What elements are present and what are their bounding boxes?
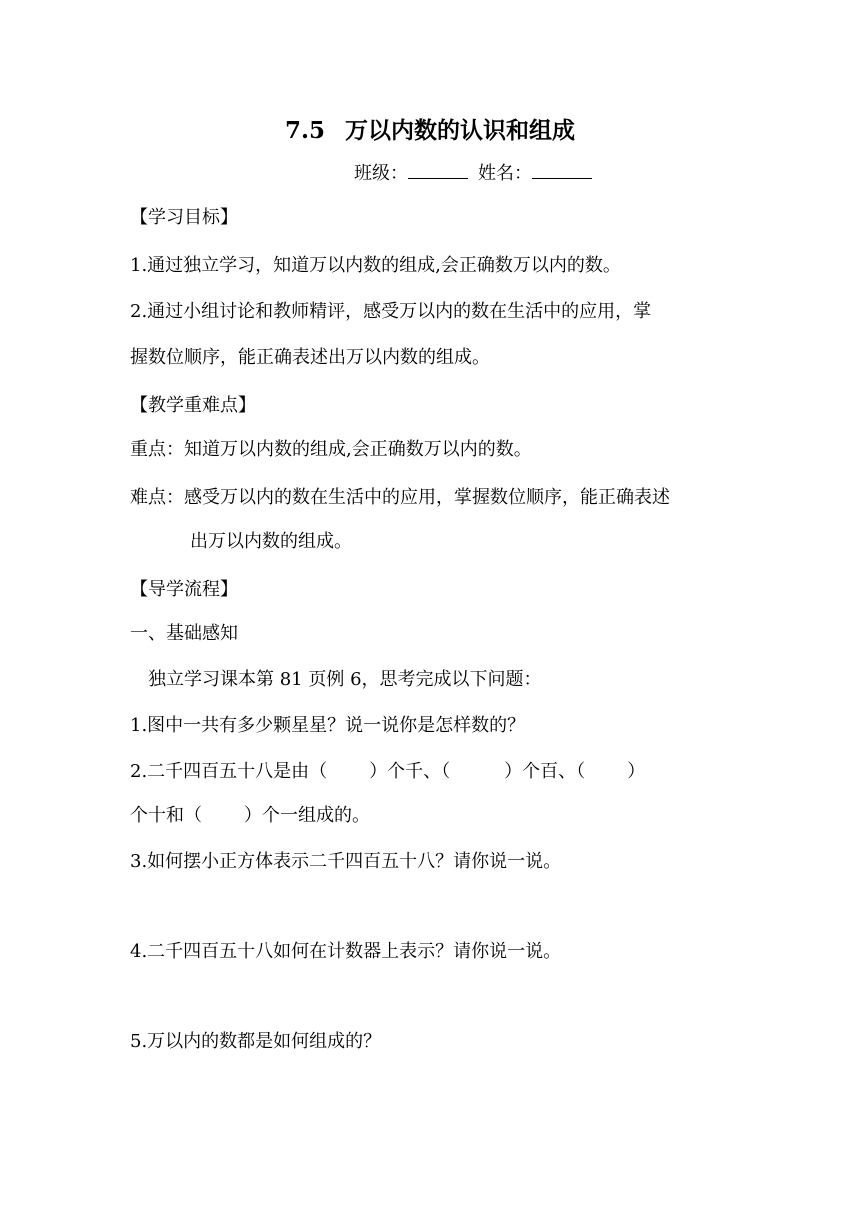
q2-part-e: 个十和（ [130, 805, 202, 826]
question-5: 5.万以内的数都是如何组成的？ [130, 1031, 382, 1052]
q2-part-d: ） [627, 761, 646, 782]
q2-part-c: ）个百、（ [504, 761, 586, 782]
key-point: 重点：知道万以内数的组成,会正确数万以内的数。 [130, 439, 532, 460]
objective-item-2-line-1: 2.通过小组讨论和教师精评，感受万以内的数在生活中的应用，掌 [130, 301, 652, 322]
question-3: 3.如何摆小正方体表示二千四百五十八？请你说一说。 [130, 851, 562, 872]
intro-instruction: 独立学习课本第 81 页例 6，思考完成以下问题： [148, 669, 542, 690]
objective-item-1: 1.通过独立学习，知道万以内数的组成,会正确数万以内的数。 [130, 255, 621, 276]
lesson-title: 万以内数的认识和组成 [345, 117, 575, 144]
section-basic-perception: 一、基础感知 [130, 623, 238, 644]
flow-heading: 【导学流程】 [130, 579, 238, 600]
question-4: 4.二千四百五十八如何在计数器上表示？请你说一说。 [130, 941, 562, 962]
class-name-line [354, 160, 602, 186]
question-1: 1.图中一共有多少颗星星？说一说你是怎样数的？ [130, 715, 526, 736]
class-label: 班级： [354, 163, 408, 184]
class-blank[interactable] [408, 160, 468, 179]
name-label: 姓名： [478, 163, 532, 184]
keypoints-heading: 【教学重难点】 [130, 395, 256, 416]
objectives-heading: 【学习目标】 [130, 207, 238, 228]
difficult-point-line-2: 出万以内数的组成。 [190, 531, 352, 552]
lesson-number: 7.5 [284, 117, 325, 144]
name-blank[interactable] [532, 160, 592, 179]
question-2-line-2 [130, 804, 370, 828]
q2-part-f: ）个一组成的。 [244, 805, 370, 826]
q2-part-b: ）个千、（ [369, 761, 451, 782]
page-title [0, 116, 860, 146]
objective-item-2-line-2: 握数位顺序，能正确表述出万以内数的组成。 [130, 347, 490, 368]
question-2-line-1 [130, 760, 645, 784]
difficult-point-line-1: 难点：感受万以内的数在生活中的应用，掌握数位顺序，能正确表述 [130, 487, 670, 508]
q2-part-a: 2.二千四百五十八是由（ [130, 761, 328, 782]
